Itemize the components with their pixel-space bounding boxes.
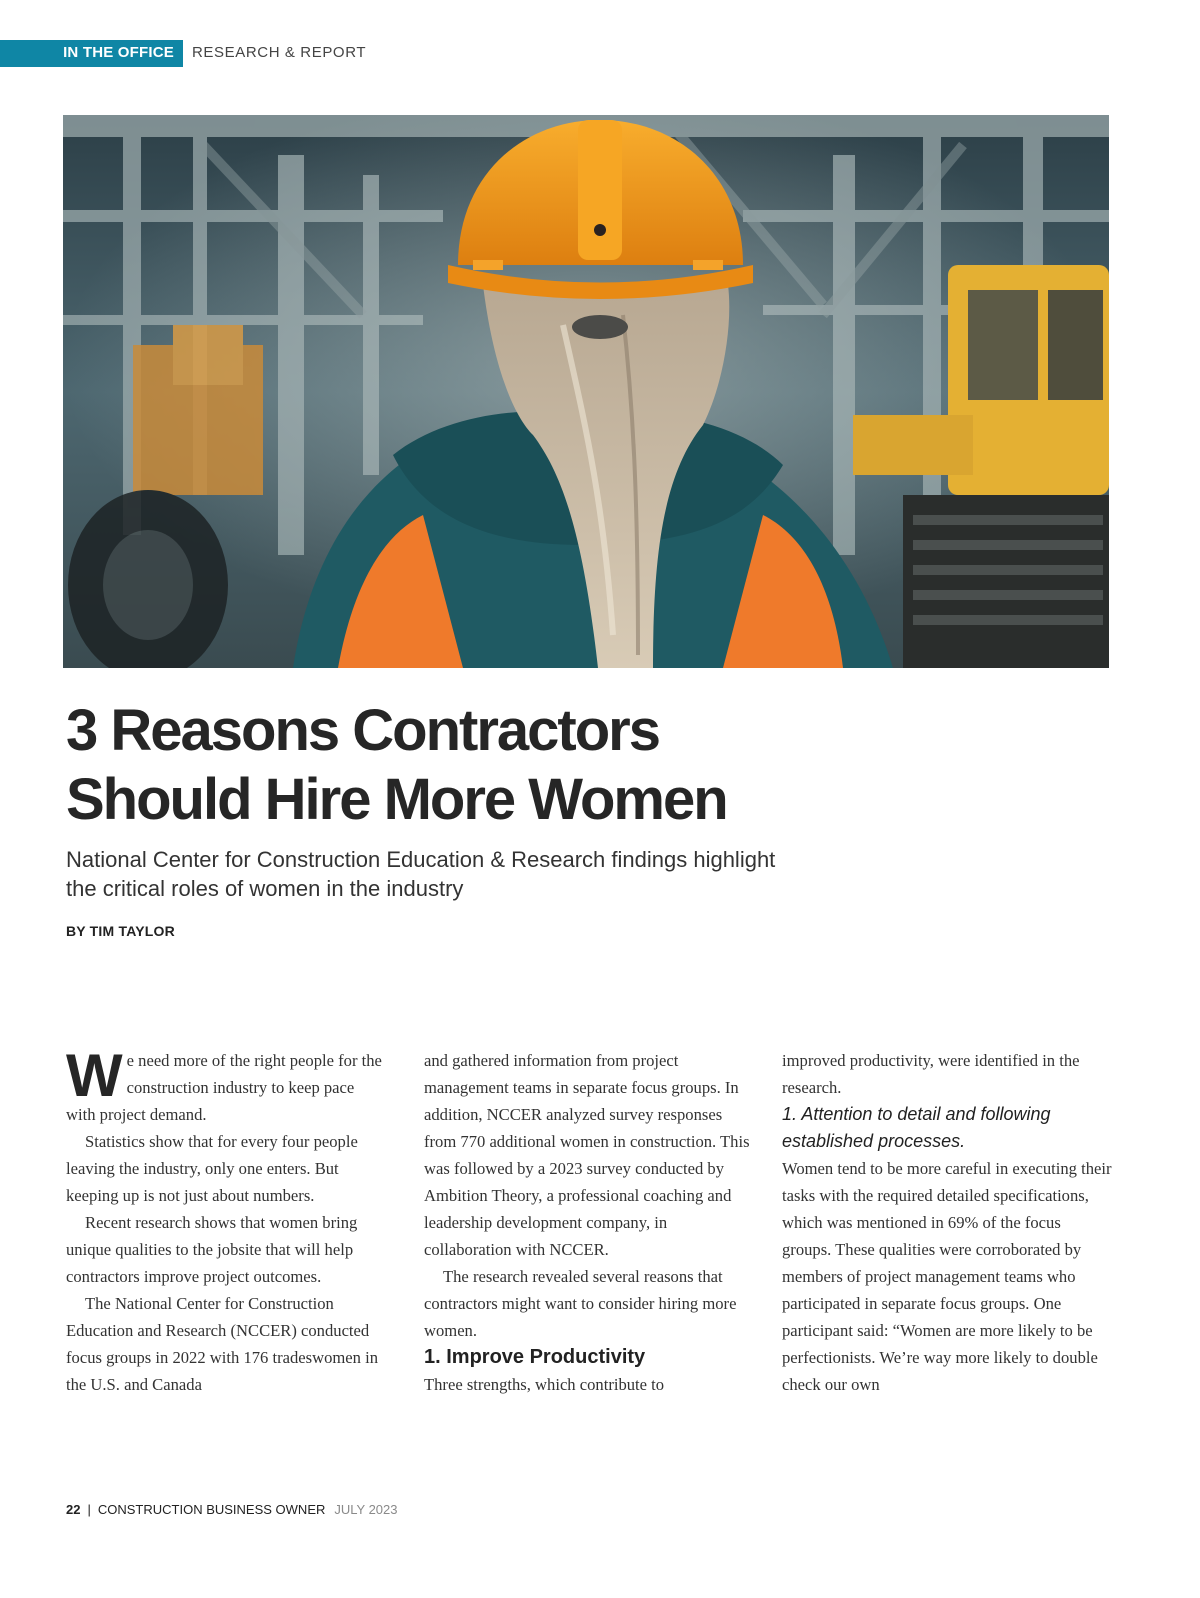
paragraph: The National Center for Construction Education and Research (NCCER) conducted focus groups in 2022 with 176 tradeswomen in the U.S. and Canada	[66, 1294, 379, 1394]
paragraph-text: e need more of the right people for the construction industry to keep pace with project demand.	[66, 1051, 382, 1124]
article-subtitle	[66, 845, 906, 903]
paragraph: Three strengths, which contribute to	[424, 1375, 665, 1394]
body-column-3	[782, 1047, 1112, 1398]
paragraph: The research revealed several reasons that contractors might want to consider hiring more women.	[424, 1267, 737, 1340]
title-line-1: 3 Reasons Contractors	[66, 698, 659, 763]
subtitle-line-1: National Center for Construction Education & Research findings highlight	[66, 847, 776, 872]
section-tag	[0, 40, 183, 67]
section-heading: 1. Improve Productivity	[424, 1346, 646, 1368]
drop-cap: W	[66, 1042, 123, 1109]
section-label: IN THE OFFICE	[63, 44, 174, 61]
paragraph: Recent research shows that women bring unique qualities to the jobsite that will help contractors improve project outcomes.	[66, 1213, 358, 1286]
issue-date: JULY 2023	[334, 1502, 398, 1517]
paragraph: improved productivity, were identified in the research.	[782, 1051, 1080, 1097]
hero-image	[63, 115, 1109, 668]
subtitle-line-2: the critical roles of women in the industry	[66, 876, 464, 901]
footer-separator: |	[87, 1502, 91, 1517]
paragraph: Statistics show that for every four people leaving the industry, only one enters. But keeping up is not just about numbers.	[66, 1132, 358, 1205]
construction-worker-photo	[63, 115, 1109, 668]
byline: BY TIM TAYLOR	[66, 923, 175, 939]
page-number: 22	[66, 1502, 81, 1517]
paragraph	[66, 1042, 386, 1128]
publication-name: CONSTRUCTION BUSINESS OWNER	[97, 1502, 326, 1517]
subsection-heading: 1. Attention to detail and following established processes.	[782, 1104, 1051, 1151]
body-column-2	[424, 1047, 754, 1398]
paragraph: and gathered information from project management teams in separate focus groups. In addition, NCCER analyzed survey responses from 770 additional women in construction. This was followed by a 2023 survey conducted by Ambition Theory, a professional coaching and leadership development company, in collaboration with NCCER.	[424, 1051, 750, 1259]
body-column-1	[66, 1042, 386, 1398]
paragraph: Women tend to be more careful in executing their tasks with the required detailed specifications, which was mentioned in 69% of the focus groups. These qualities were corroborated by members of project management teams who participated in separate focus groups. One participant said: “Women are more likely to be perfectionists. We’re way more likely to double check our own	[782, 1159, 1112, 1394]
article-title	[66, 696, 727, 834]
page-footer	[66, 1502, 398, 1517]
section-subtitle: RESEARCH & REPORT	[192, 44, 367, 61]
title-line-2: Should Hire More Women	[66, 767, 727, 832]
